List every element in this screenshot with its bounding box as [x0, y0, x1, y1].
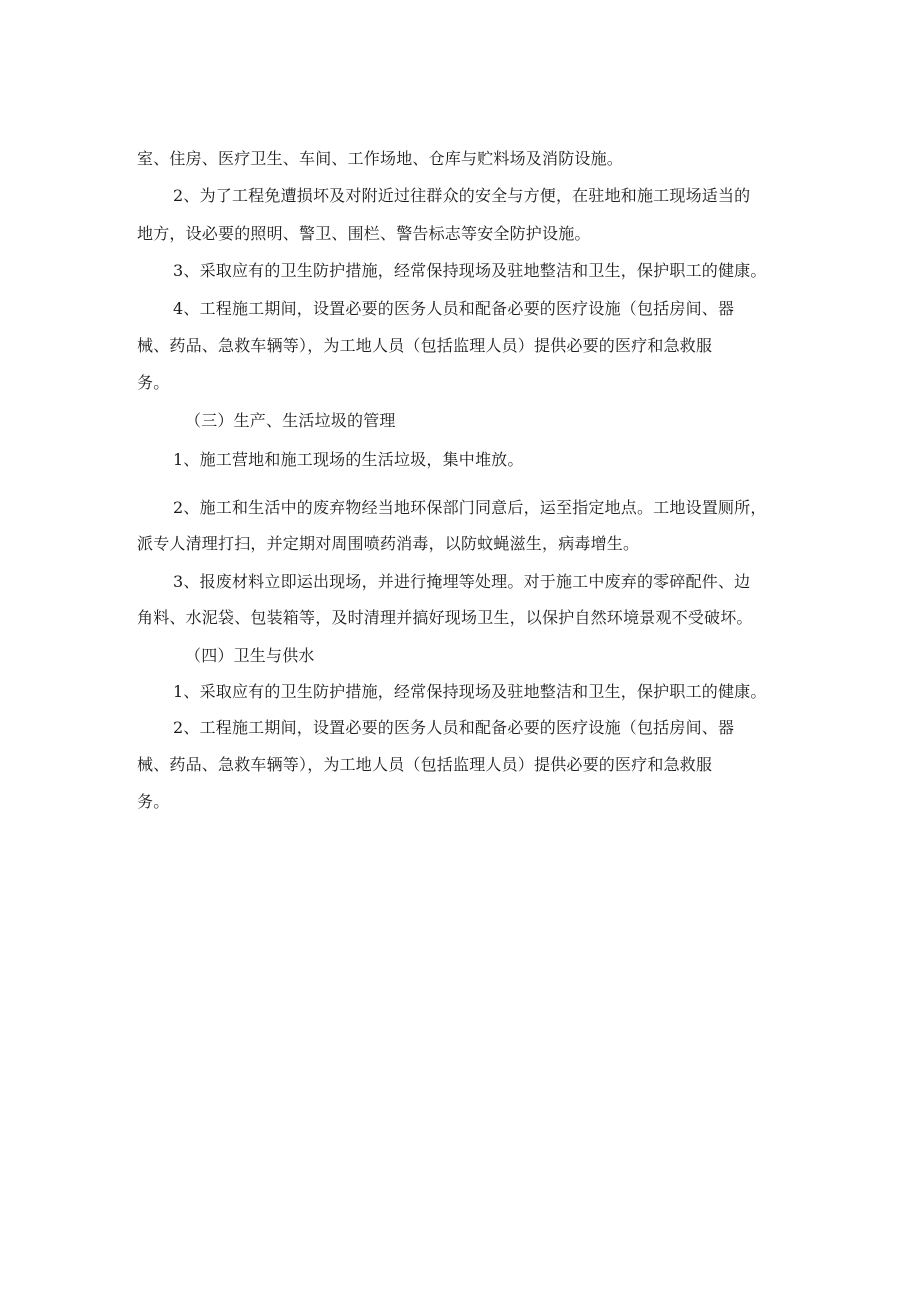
paragraph-line: 2、为了工程免遭损坏及对附近过往群众的安全与方便，在驻地和施工现场适当的	[173, 186, 751, 205]
section-heading: （四）卫生与供水	[185, 646, 315, 665]
paragraph-line: 4、工程施工期间，设置必要的医务人员和配备必要的医疗设施（包括房间、器	[173, 299, 735, 318]
paragraph-line: 1、施工营地和施工现场的生活垃圾，集中堆放。	[173, 450, 524, 469]
paragraph-line: 角料、水泥袋、包装箱等，及时清理并搞好现场卫生，以保护自然环境景观不受破坏。	[137, 608, 753, 627]
paragraph-line: 1、采取应有的卫生防护措施，经常保持现场及驻地整洁和卫生，保护职工的健康。	[173, 682, 767, 701]
paragraph-line: 2、施工和生活中的废弃物经当地环保部门同意后，运至指定地点。工地设置厕所，	[173, 498, 767, 517]
paragraph-line: 地方，设必要的照明、警卫、围栏、警告标志等安全防护设施。	[137, 224, 591, 243]
section-heading: （三）生产、生活垃圾的管理	[185, 411, 396, 430]
paragraph-line: 3、报废材料立即运出现场，并进行掩埋等处理。对于施工中废弃的零碎配件、边	[173, 572, 751, 591]
paragraph-line: 3、采取应有的卫生防护措施，经常保持现场及驻地整洁和卫生，保护职工的健康。	[173, 261, 767, 280]
paragraph-line: 派专人清理打扫，并定期对周围喷药消毒，以防蚊蝇滋生，病毒增生。	[137, 534, 640, 553]
paragraph-line: 务。	[137, 373, 170, 392]
paragraph-line: 务。	[137, 792, 170, 811]
paragraph-line: 2、工程施工期间，设置必要的医务人员和配备必要的医疗设施（包括房间、器	[173, 718, 735, 737]
paragraph-line: 械、药品、急救车辆等），为工地人员（包括监理人员）提供必要的医疗和急救服	[137, 755, 713, 774]
paragraph-line: 室、住房、医疗卫生、车间、工作场地、仓库与贮料场及消防设施。	[137, 149, 624, 168]
paragraph-line: 械、药品、急救车辆等），为工地人员（包括监理人员）提供必要的医疗和急救服	[137, 336, 713, 355]
